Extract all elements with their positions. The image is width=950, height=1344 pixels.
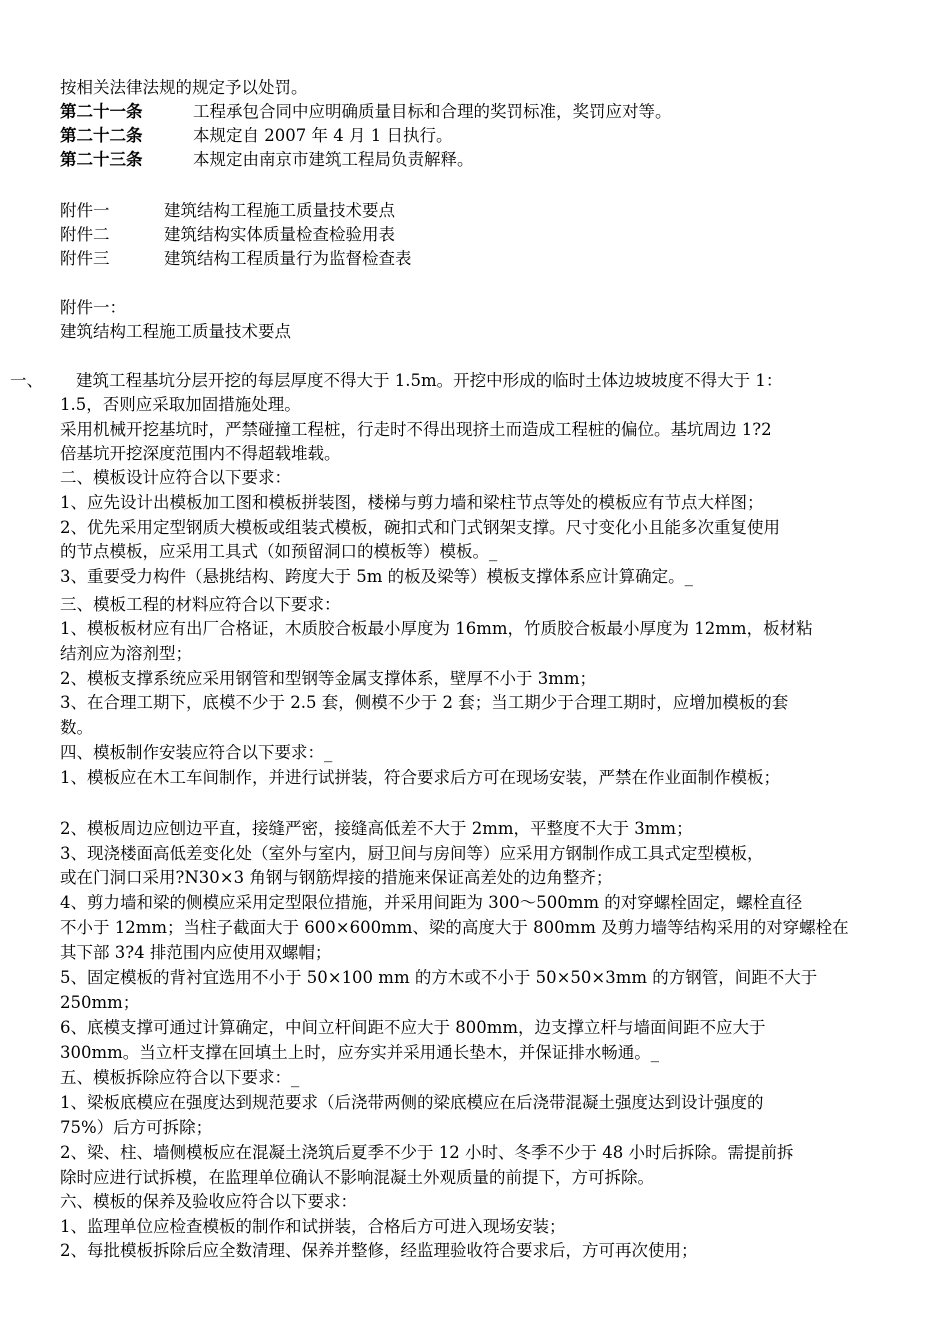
attachment-item (60, 199, 395, 223)
body-line: 300mm。当立杆支撑在回填土上时，应夯实并采用通长垫木，并保证排水畅通。_ (60, 1043, 660, 1062)
body-line: 采用机械开挖基坑时，严禁碰撞工程桩，行走时不得出现挤土而造成工程桩的偏位。基坑周边 1?2 (60, 420, 772, 439)
body-line: 5、固定模板的背衬宜选用不小于 50×100 mm 的方木或不小于 50×50×3mm 的方钢管，间距不大于 (60, 968, 818, 987)
attachment-label: 附件三 (60, 249, 110, 268)
attachment-title: 建筑结构工程施工质量技术要点 (164, 201, 395, 220)
body-line: 或在门洞口采用?N30×3 角钢与钢筋焊接的措施来保证高差处的边角整齐； (60, 868, 613, 887)
article-number: 第二十二条 (60, 126, 143, 145)
body-line: 不小于 12mm；当柱子截面大于 600×600mm、梁的高度大于 800mm 及剪力墙等结构采用的对穿螺栓在 (60, 918, 849, 937)
body-line: 四、模板制作安装应符合以下要求：_ (60, 743, 333, 762)
article-number: 第二十一条 (60, 102, 143, 121)
body-line: 3、重要受力构件（悬挑结构、跨度大于 5m 的板及梁等）模板支撑体系应计算确定。_ (60, 567, 693, 586)
article-23 (60, 148, 474, 172)
body-line: 倍基坑开挖深度范围内不得超载堆载。 (60, 444, 341, 463)
intro-tail: 按相关法律法规的规定予以处罚。 (60, 78, 308, 97)
body-line: 1、模板板材应有出厂合格证，木质胶合板最小厚度为 16mm，竹质胶合板最小厚度为 12mm，板材粘 (60, 619, 813, 638)
body-line: 1、模板应在木工车间制作，并进行试拼装，符合要求后方可在现场安装，严禁在作业面制作模板； (60, 768, 780, 787)
article-number: 第二十三条 (60, 150, 143, 169)
body-line: 五、模板拆除应符合以下要求：_ (60, 1068, 300, 1087)
body-line: 其下部 3?4 排范围内应使用双螺帽； (60, 943, 332, 962)
article-text: 本规定由南京市建筑工程局负责解释。 (193, 150, 474, 169)
body-line: 六、模板的保养及验收应符合以下要求： (60, 1192, 357, 1211)
body-line: 4、剪力墙和梁的侧模应采用定型限位措施，并采用间距为 300～500mm 的对穿螺栓固定，螺栓直径 (60, 893, 803, 912)
body-line: 3、现浇楼面高低差变化处（室外与室内，厨卫间与房间等）应采用方钢制作成工具式定型模板， (60, 844, 764, 863)
body-line: 75%）后方可拆除； (60, 1118, 213, 1137)
body-line: 2、梁、柱、墙侧模板应在混凝土浇筑后夏季不少于 12 小时、冬季不少于 48 小时后拆除。需提前拆 (60, 1143, 794, 1162)
attachment-item (60, 223, 395, 247)
article-text: 工程承包合同中应明确质量目标和合理的奖罚标准，奖罚应对等。 (193, 102, 672, 121)
section-1-continued: 1.5，否则应采取加固措施处理。 (60, 395, 301, 414)
attachment-label: 附件一 (60, 201, 110, 220)
body-line: 1、应先设计出模板加工图和模板拼装图，楼梯与剪力墙和梁柱节点等处的模板应有节点大样图； (60, 493, 764, 512)
body-line: 250mm； (60, 993, 140, 1012)
section-text: 建筑工程基坑分层开挖的每层厚度不得大于 1.5m。开挖中形成的临时土体边坡坡度不得大于 1： (76, 371, 783, 390)
attachment-1-title: 建筑结构工程施工质量技术要点 (60, 322, 291, 341)
attachment-title: 建筑结构实体质量检查检验用表 (164, 225, 395, 244)
body-line: 结剂应为溶剂型； (60, 644, 192, 663)
body-line: 除时应进行试拆模，在监理单位确认不影响混凝土外观质量的前提下，方可拆除。 (60, 1168, 654, 1187)
body-line: 1、监理单位应检查模板的制作和试拼装，合格后方可进入现场安装； (60, 1217, 566, 1236)
article-text: 本规定自 2007 年 4 月 1 日执行。 (193, 126, 453, 145)
attachment-1-heading: 附件一： (60, 298, 126, 317)
body-line: 2、优先采用定型钢质大模板或组装式模板，碗扣式和门式钢架支撑。尺寸变化小且能多次重复使用 (60, 518, 780, 537)
body-line: 1、梁板底模应在强度达到规范要求（后浇带两侧的梁底模应在后浇带混凝土强度达到设计强度的 (60, 1093, 764, 1112)
section-number: 一、 (10, 371, 43, 390)
attachment-label: 附件二 (60, 225, 110, 244)
body-line: 数。 (60, 718, 93, 737)
body-line: 的节点模板，应采用工具式（如预留洞口的模板等）模板。_ (60, 542, 498, 561)
body-line: 2、模板支撑系统应采用钢管和型钢等金属支撑体系，壁厚不小于 3mm； (60, 669, 597, 688)
body-line: 2、模板周边应刨边平直，接缝严密，接缝高低差不大于 2mm，平整度不大于 3mm； (60, 819, 693, 838)
body-line: 2、每批模板拆除后应全数清理、保养并整修，经监理验收符合要求后，方可再次使用； (60, 1241, 698, 1260)
section-1 (10, 369, 782, 393)
article-21 (60, 100, 672, 124)
article-22 (60, 124, 452, 148)
body-line: 6、底模支撑可通过计算确定，中间立杆间距不应大于 800mm，边支撑立杆与墙面间距不应大于 (60, 1018, 766, 1037)
body-line: 二、模板设计应符合以下要求： (60, 468, 291, 487)
attachment-title: 建筑结构工程质量行为监督检查表 (164, 249, 412, 268)
attachment-item (60, 247, 412, 271)
body-line: 三、模板工程的材料应符合以下要求： (60, 595, 341, 614)
body-line: 3、在合理工期下，底模不少于 2.5 套，侧模不少于 2 套；当工期少于合理工期时，应增加模板的套 (60, 693, 789, 712)
